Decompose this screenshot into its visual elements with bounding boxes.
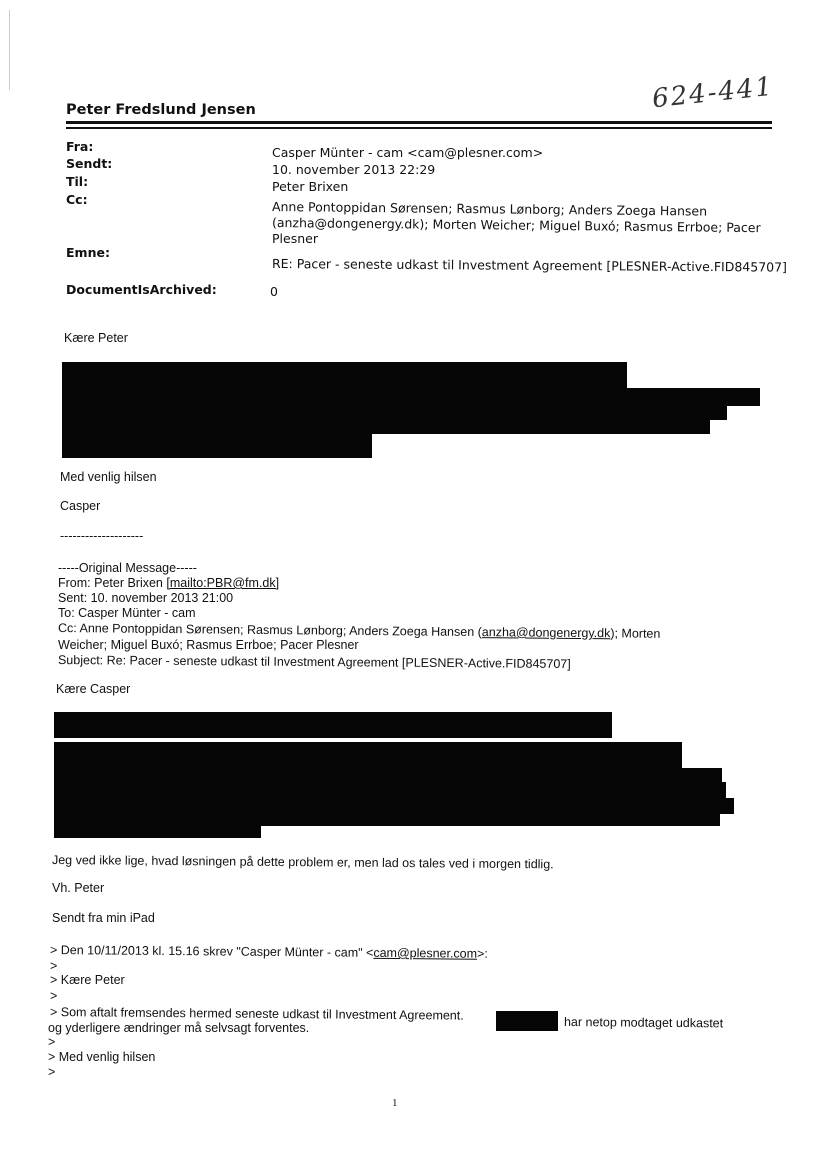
page-number: 1 xyxy=(392,1097,398,1109)
redaction-block xyxy=(496,1011,558,1031)
from-label: Fra: xyxy=(66,139,94,154)
redaction-block xyxy=(54,712,612,738)
quoted-line1: > Som aftalt fremsendes hermed seneste udkast til Investment Agreement. xyxy=(49,1005,464,1023)
quoted-greeting: > Kære Peter xyxy=(50,973,125,987)
quoted-intro-link[interactable]: cam@plesner.com xyxy=(373,945,478,961)
cc-value-line2: (anzha@dongenergy.dk); Morten Weicher; Miguel Buxó; Rasmus Errboe; Pacer xyxy=(271,215,761,236)
scan-edge-mark xyxy=(9,10,10,90)
to-label: Til: xyxy=(66,174,89,189)
redaction-block xyxy=(54,782,726,798)
original-cc-suffix: ); Morten xyxy=(610,626,661,641)
original-to: To: Casper Münter - cam xyxy=(58,606,196,620)
sent-value: 10. november 2013 22:29 xyxy=(272,162,436,177)
sent-label: Sendt: xyxy=(66,156,113,171)
cc-value-line3: Plesner xyxy=(272,231,318,246)
subject-value: RE: Pacer - seneste udkast til Investment Agreement [PLESNER-Active.FID845707] xyxy=(271,256,788,275)
original-text: Jeg ved ikke lige, hvad løsningen på dette problem er, men lad os tales ved i morgen tidlig. xyxy=(51,853,554,872)
header-rule-top xyxy=(66,121,772,124)
original-closing: Vh. Peter xyxy=(52,881,105,895)
redaction-block xyxy=(62,432,372,458)
document-owner: Peter Fredslund Jensen xyxy=(66,102,256,118)
quoted-marker: > xyxy=(48,1035,56,1049)
quoted-intro xyxy=(50,943,488,961)
reply-signature: Casper xyxy=(60,499,101,513)
cc-value-line1: Anne Pontoppidan Sørensen; Rasmus Lønborg; Anders Zoega Hansen xyxy=(271,199,708,219)
quoted-line2: og yderligere ændringer må selvsagt forventes. xyxy=(48,1021,310,1035)
quoted-marker: > xyxy=(50,959,58,973)
cc-label: Cc: xyxy=(66,192,88,207)
original-heading: -----Original Message----- xyxy=(58,561,197,575)
quoted-closing: > Med venlig hilsen xyxy=(48,1050,156,1064)
handwritten-number: 624-441 xyxy=(650,71,776,115)
original-device: Sendt fra min iPad xyxy=(52,911,155,925)
header-rule-bottom xyxy=(66,127,772,129)
original-cc-text: Cc: Anne Pontoppidan Sørensen; Rasmus Lønborg; Anders Zoega Hansen ( xyxy=(57,621,482,640)
quoted-intro-suffix: >: xyxy=(477,946,488,961)
original-from-link[interactable]: [mailto:PBR@fm.dk] xyxy=(166,576,280,590)
quoted-line1-continued: har netop modtaget udkastet xyxy=(563,1015,724,1031)
reply-separator: -------------------- xyxy=(60,529,144,543)
redaction-block xyxy=(54,822,261,838)
original-subject: Subject: Re: Pacer - seneste udkast til Investment Agreement [PLESNER-Active.FID845707] xyxy=(57,653,571,672)
subject-label: Emne: xyxy=(66,245,110,260)
original-sent: Sent: 10. november 2013 21:00 xyxy=(58,591,234,605)
quoted-marker: > xyxy=(48,1065,56,1079)
to-value: Peter Brixen xyxy=(272,179,349,194)
reply-greeting: Kære Peter xyxy=(64,331,128,345)
original-cc-line2: Weicher; Miguel Buxó; Rasmus Errboe; Pacer Plesner xyxy=(58,638,359,652)
original-cc-link[interactable]: anzha@dongenergy.dk xyxy=(481,625,611,641)
quoted-intro-text: > Den 10/11/2013 kl. 15.16 skrev "Casper Münter - cam" < xyxy=(49,943,374,960)
original-greeting: Kære Casper xyxy=(56,682,131,696)
quoted-marker: > xyxy=(50,989,58,1003)
original-from-text: From: Peter Brixen xyxy=(58,576,167,590)
original-from xyxy=(58,576,279,590)
reply-closing: Med venlig hilsen xyxy=(60,470,157,484)
from-value: Casper Münter - cam <cam@plesner.com> xyxy=(272,145,544,160)
archived-value: 0 xyxy=(270,284,278,299)
archived-label: DocumentIsArchived: xyxy=(66,282,217,297)
